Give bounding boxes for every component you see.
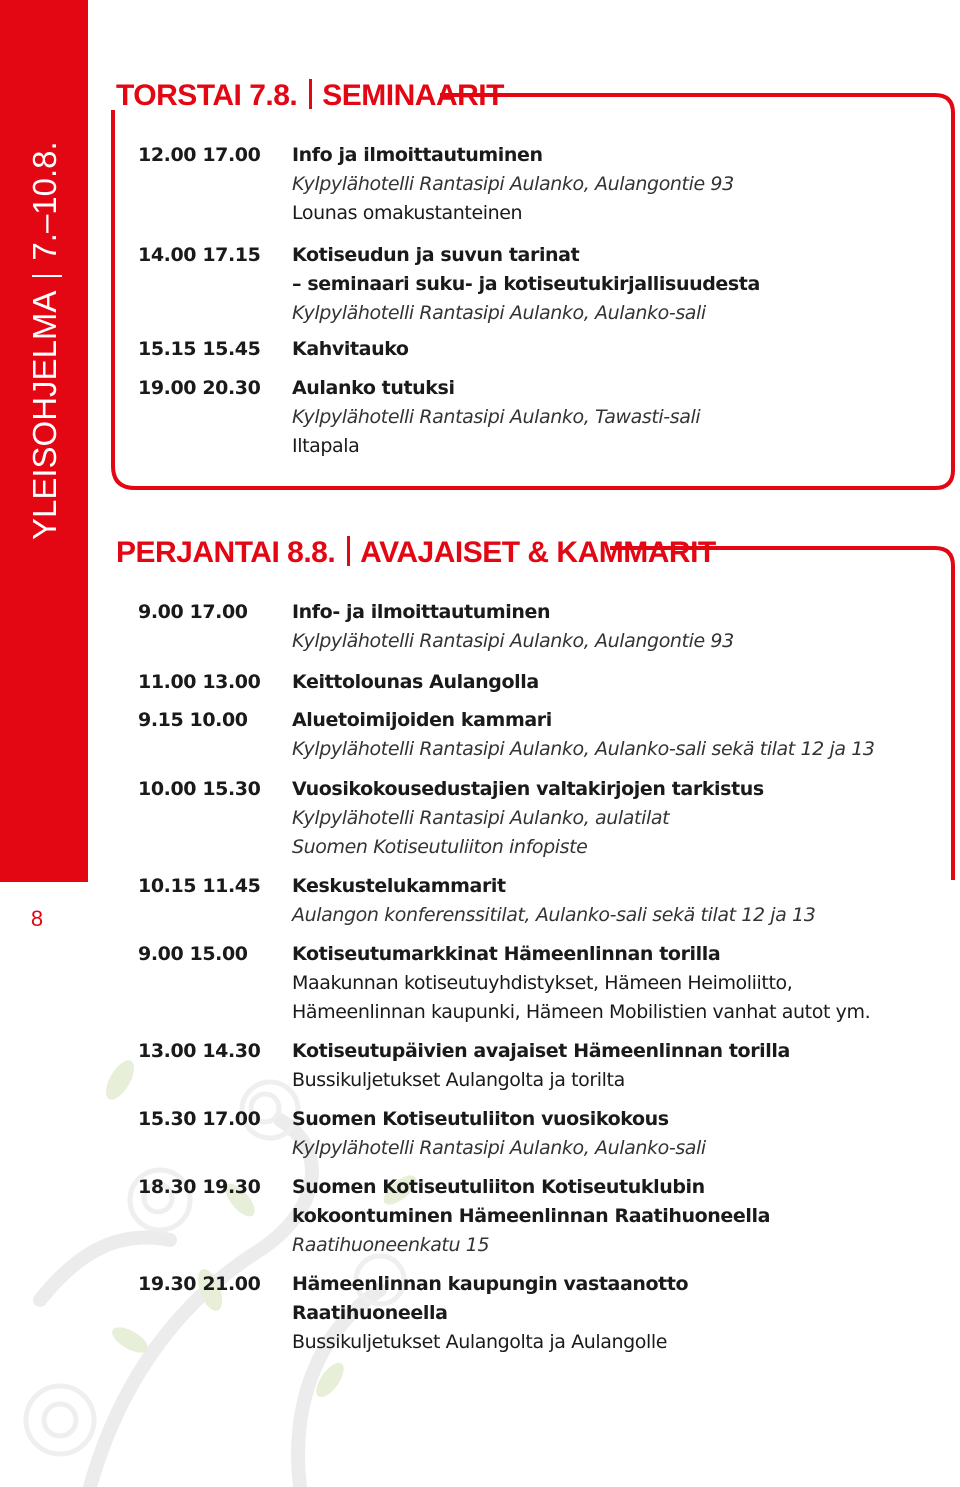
- event-location: Kylpylähotelli Rantasipi Aulanko, Aulanko-sali: [292, 302, 706, 324]
- event-time: 15.30 17.00: [138, 1108, 261, 1130]
- event-title: Suomen Kotiseutuliiton Kotiseutuklubin: [292, 1176, 705, 1198]
- section-day: TORSTAI 7.8.: [116, 79, 298, 112]
- event-details: [292, 1173, 932, 1260]
- event-location: Suomen Kotiseutuliiton infopiste: [292, 836, 588, 858]
- event-time: 10.15 11.45: [138, 875, 261, 897]
- event-title: Kotiseudun ja suvun tarinat: [292, 244, 580, 266]
- event-note: Iltapala: [292, 435, 360, 457]
- event-title: Suomen Kotiseutuliiton vuosikokous: [292, 1108, 669, 1130]
- event-time: 11.00 13.00: [138, 671, 261, 693]
- section-heading-thursday: [116, 78, 504, 114]
- event-title: Keskustelukammarit: [292, 875, 506, 897]
- event-title: Aluetoimijoiden kammari: [292, 709, 552, 731]
- event-note: Lounas omakustanteinen: [292, 202, 523, 224]
- event-time: 9.15 10.00: [138, 709, 248, 731]
- event-details: [292, 668, 932, 697]
- event-details: [292, 141, 932, 228]
- heading-divider: [347, 536, 350, 566]
- event-details: [292, 598, 932, 656]
- event-title: kokoontuminen Hämeenlinnan Raatihuoneella: [292, 1205, 770, 1227]
- event-note: Bussikuljetukset Aulangolta ja torilta: [292, 1069, 625, 1091]
- event-title: Info- ja ilmoittautuminen: [292, 601, 551, 623]
- event-location: Kylpylähotelli Rantasipi Aulanko, Aulangontie 93: [292, 173, 734, 195]
- event-location: Kylpylähotelli Rantasipi Aulanko, Aulangontie 93: [292, 630, 734, 652]
- event-title: Info ja ilmoittautuminen: [292, 144, 543, 166]
- section-day: PERJANTAI 8.8.: [116, 536, 336, 569]
- event-title: – seminaari suku- ja kotiseutukirjallisuudesta: [292, 273, 760, 295]
- event-details: [292, 775, 932, 862]
- event-details: [292, 1270, 932, 1357]
- event-time: 13.00 14.30: [138, 1040, 261, 1062]
- event-location: Kylpylähotelli Rantasipi Aulanko, aulatilat: [292, 807, 670, 829]
- event-details: [292, 940, 932, 1027]
- event-time: 18.30 19.30: [138, 1176, 261, 1198]
- event-time: 19.30 21.00: [138, 1273, 261, 1295]
- event-time: 15.15 15.45: [138, 338, 261, 360]
- event-note: Hämeenlinnan kaupunki, Hämeen Mobilistien vanhat autot ym.: [292, 1001, 871, 1023]
- event-title: Aulanko tutuksi: [292, 377, 455, 399]
- event-location: Raatihuoneenkatu 15: [292, 1234, 490, 1256]
- event-title: Kahvitauko: [292, 338, 409, 360]
- event-details: [292, 706, 932, 764]
- section-heading-friday: [116, 535, 716, 571]
- sidebar-title-text: YLEISOHJELMA: [26, 290, 63, 540]
- event-details: [292, 374, 932, 461]
- event-details: [292, 872, 932, 930]
- event-details: [292, 1105, 932, 1163]
- event-location: Kylpylähotelli Rantasipi Aulanko, Aulanko-sali: [292, 1137, 706, 1159]
- event-title: Hämeenlinnan kaupungin vastaanotto: [292, 1273, 689, 1295]
- event-time: 14.00 17.15: [138, 244, 261, 266]
- sidebar-dates: 7.–10.8.: [26, 141, 63, 261]
- event-location: Aulangon konferenssitilat, Aulanko-sali sekä tilat 12 ja 13: [292, 904, 816, 926]
- event-time: 9.00 15.00: [138, 943, 248, 965]
- event-title: Kotiseutumarkkinat Hämeenlinnan torilla: [292, 943, 721, 965]
- event-time: 9.00 17.00: [138, 601, 248, 623]
- event-details: [292, 335, 932, 364]
- event-title: Vuosikokousedustajien valtakirjojen tarkistus: [292, 778, 764, 800]
- event-title: Keittolounas Aulangolla: [292, 671, 539, 693]
- event-time: 12.00 17.00: [138, 144, 261, 166]
- event-time: 10.00 15.30: [138, 778, 261, 800]
- event-location: Kylpylähotelli Rantasipi Aulanko, Aulanko-sali sekä tilat 12 ja 13: [292, 738, 875, 760]
- section-label: SEMINAARIT: [322, 79, 504, 112]
- section-label: AVAJAISET & KAMMARIT: [360, 536, 716, 569]
- event-details: [292, 1037, 932, 1095]
- event-location: Kylpylähotelli Rantasipi Aulanko, Tawasti-sali: [292, 406, 701, 428]
- event-note: Bussikuljetukset Aulangolta ja Aulangolle: [292, 1331, 668, 1353]
- event-title: Raatihuoneella: [292, 1302, 448, 1324]
- page-number: 8: [30, 906, 44, 931]
- event-details: [292, 241, 932, 328]
- heading-divider: [309, 79, 312, 109]
- event-note: Maakunnan kotiseutuyhdistykset, Hämeen Heimoliitto,: [292, 972, 793, 994]
- event-title: Kotiseutupäivien avajaiset Hämeenlinnan torilla: [292, 1040, 790, 1062]
- event-time: 19.00 20.30: [138, 377, 261, 399]
